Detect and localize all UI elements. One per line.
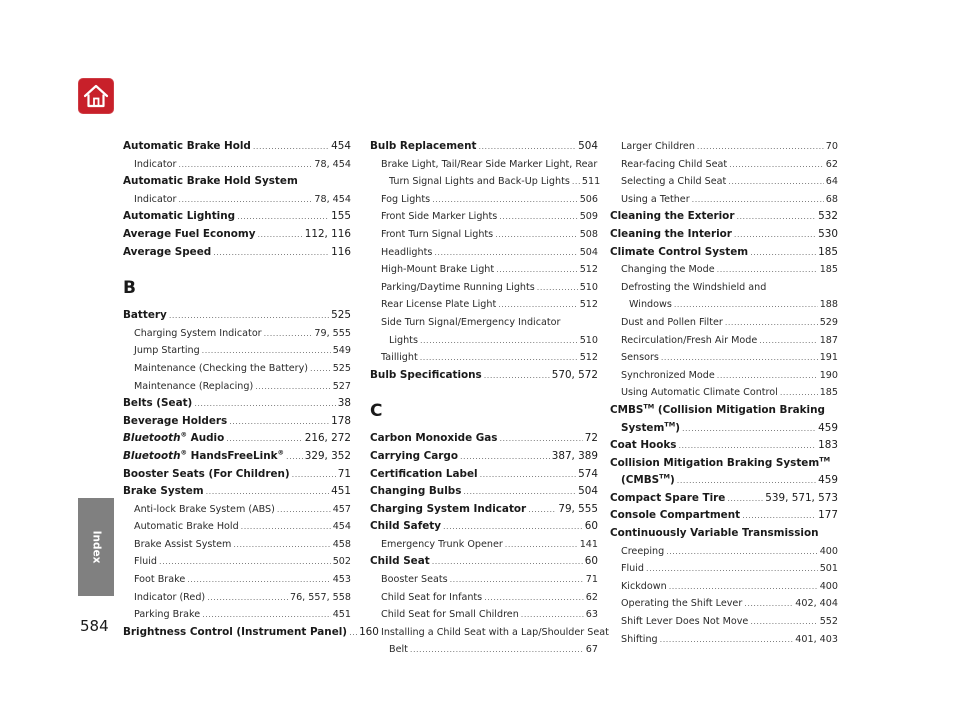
index-subentry[interactable]: Fluid ..... 502 [123,553,351,571]
index-entry: Collision Mitigation Braking System™ [610,455,831,469]
index-subentry[interactable]: Brake Assist System ..... 458 [123,536,351,554]
index-subentry[interactable]: Foot Brake ..... 453 [123,571,351,589]
index-subentry[interactable]: Maintenance (Checking the Battery) ..... 525 [123,360,351,378]
index-subentry[interactable]: Fluid ..... 501 [610,560,838,578]
index-entry[interactable]: Carrying Cargo ..... 387, 389 [370,448,598,466]
index-entry[interactable]: Brake System ..... 451 [123,483,351,501]
index-subentry[interactable]: Parking/Daytime Running Lights ..... 510 [370,279,598,297]
index-subentry[interactable]: Fog Lights ..... 506 [370,191,598,209]
index-subentry[interactable]: High-Mount Brake Light ..... 512 [370,261,598,279]
side-tab-label: Index [89,530,102,564]
index-entry[interactable]: Console Compartment ..... 177 [610,507,838,525]
index-subentry[interactable]: Kickdown ..... 400 [610,578,838,596]
section-letter-c: C [370,401,383,422]
index-entry[interactable]: Changing Bulbs ..... 504 [370,483,598,501]
index-subentry[interactable]: Creeping ..... 400 [610,543,838,561]
index-entry[interactable]: Automatic Lighting ..... 155 [123,208,351,226]
index-subentry[interactable]: Rear-facing Child Seat ..... 62 [610,156,838,174]
index-entry[interactable]: Brightness Control (Instrument Panel) ..... 160 [123,624,351,642]
index-subentry[interactable]: Belt ..... 67 [370,641,598,659]
index-subentry[interactable]: Operating the Shift Lever ..... 402, 404 [610,595,838,613]
index-subentry[interactable]: Using a Tether ..... 68 [610,191,838,209]
index-entry[interactable]: Booster Seats (For Children) ..... 71 [123,466,351,484]
index-entry[interactable]: Battery ..... 525 [123,307,351,325]
index-entry[interactable]: Cleaning the Interior ..... 530 [610,226,838,244]
index-entry[interactable]: Bulb Specifications ..... 570, 572 [370,367,598,385]
index-entry[interactable]: Compact Spare Tire ..... 539, 571, 573 [610,490,838,508]
index-subentry[interactable]: Lights ..... 510 [370,332,598,350]
index-entry: CMBS™ (Collision Mitigation Braking [610,402,825,416]
index-subentry[interactable]: Anti-lock Brake System (ABS) ..... 457 [123,501,351,519]
index-subentry[interactable]: Using Automatic Climate Control ..... 185 [610,384,838,402]
index-entry[interactable]: (CMBS™) ..... 459 [610,472,838,490]
home-button[interactable] [78,78,114,114]
index-entry[interactable]: Child Seat ..... 60 [370,553,598,571]
index-subentry[interactable]: Shifting ..... 401, 403 [610,631,838,649]
index-entry[interactable]: Child Safety ..... 60 [370,518,598,536]
index-entry: Automatic Brake Hold System [123,175,298,188]
index-entry[interactable]: Cleaning the Exterior ..... 532 [610,208,838,226]
index-subentry[interactable]: Shift Lever Does Not Move ..... 552 [610,613,838,631]
index-subentry[interactable]: Indicator ..... 78, 454 [123,191,351,209]
index-column-2 [370,138,609,659]
index-subentry[interactable]: Windows ..... 188 [610,296,838,314]
index-subentry[interactable]: Charging System Indicator ..... 79, 555 [123,325,351,343]
index-entry: Continuously Variable Transmission [610,527,819,540]
index-entry[interactable]: Climate Control System ..... 185 [610,244,838,262]
index-side-tab[interactable] [78,498,114,596]
index-subentry[interactable]: Sensors ..... 191 [610,349,838,367]
index-column-1 [123,138,379,641]
index-subentry[interactable]: Indicator ..... 78, 454 [123,156,351,174]
index-subentry[interactable]: Maintenance (Replacing) ..... 527 [123,378,351,396]
index-column-3 [610,138,838,648]
index-subentry[interactable]: Child Seat for Small Children ..... 63 [370,606,598,624]
home-icon [83,84,109,108]
index-subentry[interactable]: Recirculation/Fresh Air Mode ..... 187 [610,332,838,350]
index-subentry[interactable]: Headlights ..... 504 [370,244,598,262]
index-subentry[interactable]: Front Turn Signal Lights ..... 508 [370,226,598,244]
index-subentry[interactable]: Jump Starting ..... 549 [123,342,351,360]
index-entry[interactable]: System™) ..... 459 [610,420,838,438]
index-subentry[interactable]: Parking Brake ..... 451 [123,606,351,624]
page-number: 584 [80,617,109,635]
index-subentry[interactable]: Turn Signal Lights and Back-Up Lights ..... 511 [370,173,598,191]
index-subentry[interactable]: Child Seat for Infants ..... 62 [370,589,598,607]
index-subentry[interactable]: Automatic Brake Hold ..... 454 [123,518,351,536]
index-subentry[interactable]: Front Side Marker Lights ..... 509 [370,208,598,226]
index-subentry[interactable]: Rear License Plate Light ..... 512 [370,296,598,314]
index-entry[interactable]: Charging System Indicator ..... 79, 555 [370,501,598,519]
index-entry[interactable]: Coat Hooks ..... 183 [610,437,838,455]
index-subentry[interactable]: Emergency Trunk Opener ..... 141 [370,536,598,554]
index-subentry[interactable]: Selecting a Child Seat ..... 64 [610,173,838,191]
index-entry[interactable]: Bluetooth® HandsFreeLink® ..... 329, 352 [123,448,351,466]
index-subentry[interactable]: Taillight ..... 512 [370,349,598,367]
section-letter-b: B [123,278,136,299]
index-subentry[interactable]: Indicator (Red) ..... 76, 557, 558 [123,589,351,607]
index-subentry[interactable]: Dust and Pollen Filter ..... 529 [610,314,838,332]
index-subentry[interactable]: Changing the Mode ..... 185 [610,261,838,279]
index-subentry-line: Side Turn Signal/Emergency Indicator [381,316,561,328]
index-subentry[interactable]: Larger Children ..... 70 [610,138,838,156]
index-entry[interactable]: Carbon Monoxide Gas ..... 72 [370,430,598,448]
index-subentry[interactable]: Booster Seats ..... 71 [370,571,598,589]
index-entry[interactable]: Automatic Brake Hold ..... 454 [123,138,351,156]
index-subentry[interactable]: Synchronized Mode ..... 190 [610,367,838,385]
index-entry[interactable]: Average Speed ..... 116 [123,244,351,262]
index-entry[interactable]: Belts (Seat) ..... 38 [123,395,351,413]
index-entry[interactable]: Beverage Holders ..... 178 [123,413,351,431]
index-subentry-line: Installing a Child Seat with a Lap/Shoulder Seat [381,626,609,638]
index-entry[interactable]: Certification Label ..... 574 [370,466,598,484]
index-entry[interactable]: Average Fuel Economy ..... 112, 116 [123,226,351,244]
index-entry[interactable]: Bulb Replacement ..... 504 [370,138,598,156]
index-entry[interactable]: Bluetooth® Audio ..... 216, 272 [123,430,351,448]
index-subentry-line: Brake Light, Tail/Rear Side Marker Light, Rear [381,158,598,170]
index-subentry-line: Defrosting the Windshield and [621,281,767,293]
